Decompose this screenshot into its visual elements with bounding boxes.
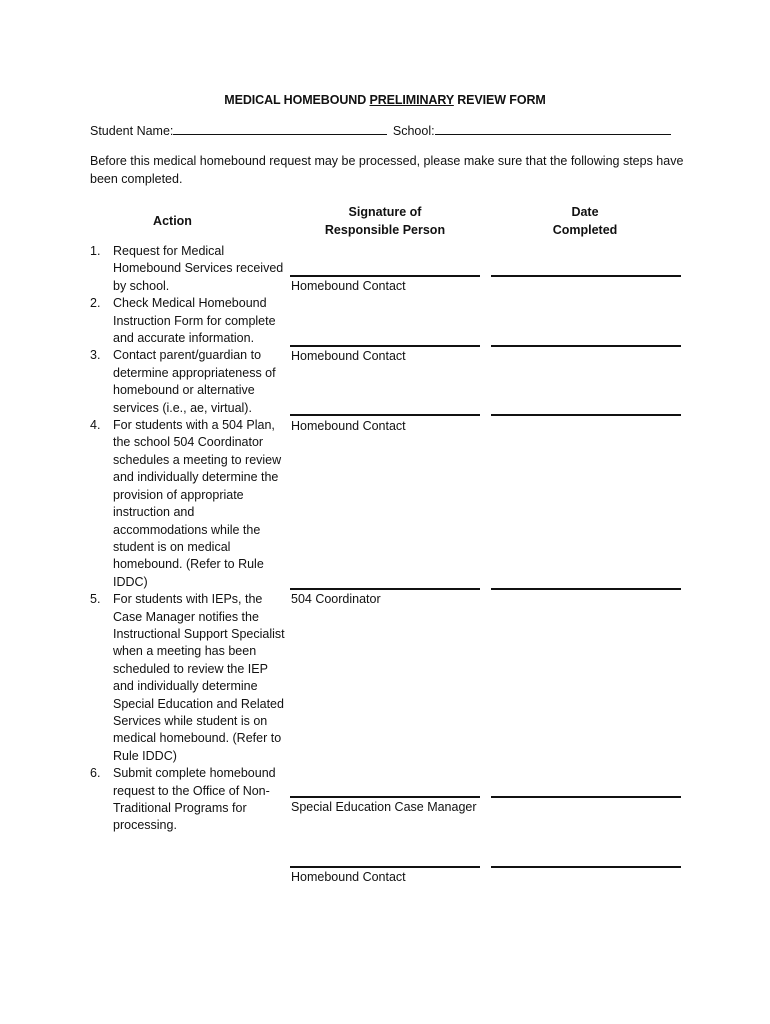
steps-list — [90, 243, 290, 835]
step-item — [90, 417, 290, 591]
step-text: Contact parent/guardian to determine appropriateness of homebound or alternative services (i.e., ae, virtual). — [113, 348, 276, 415]
signature-line-step-1[interactable] — [290, 275, 480, 277]
signature-header — [305, 203, 465, 239]
signature-header-line2: Responsible Person — [324, 223, 446, 237]
step-text: Check Medical Homebound Instruction Form for complete and accurate information. — [113, 296, 276, 346]
signer-label-step-5: Special Education Case Manager — [291, 800, 477, 814]
signature-line-step-4[interactable] — [290, 588, 480, 590]
signer-label-step-2: Homebound Contact — [291, 349, 406, 363]
step-item — [90, 347, 290, 417]
date-line-step-4[interactable] — [491, 588, 681, 590]
step-text: Request for Medical Homebound Services received by school. — [113, 244, 284, 293]
signature-line-step-3[interactable] — [290, 414, 480, 416]
date-header — [520, 203, 650, 239]
step-number: 6. — [90, 766, 101, 781]
title-suffix: REVIEW FORM — [453, 93, 546, 107]
step-item — [90, 295, 290, 347]
signer-label-step-3: Homebound Contact — [291, 419, 406, 433]
school-field[interactable] — [435, 122, 671, 135]
date-header-line2: Completed — [552, 223, 618, 237]
form-title — [0, 93, 770, 107]
student-name-field[interactable] — [173, 122, 387, 135]
step-text: For students with a 504 Plan, the school 504 Coordinator schedules a meeting to review and individually determine the provision of appropriate instruction and accommodations while the student is on medical homebound. (Refer to Rule IDDC) — [113, 418, 282, 589]
signer-label-step-4: 504 Coordinator — [291, 592, 381, 606]
date-line-step-6[interactable] — [491, 866, 681, 868]
date-line-step-3[interactable] — [491, 414, 681, 416]
signature-line-step-5[interactable] — [290, 796, 480, 798]
date-line-step-5[interactable] — [491, 796, 681, 798]
step-number: 5. — [90, 592, 101, 607]
step-item — [90, 591, 290, 765]
step-text: For students with IEPs, the Case Manager notifies the Instructional Support Specialist when a meeting has been scheduled to review the IEP and individually determine Special Education and Related Services while student is on medical homebound. (Refer to Rule IDDC) — [113, 592, 285, 763]
step-item — [90, 243, 290, 295]
student-name-label: Student Name: — [90, 124, 174, 138]
school-label: School: — [392, 124, 435, 138]
step-number: 1. — [90, 244, 101, 258]
signer-label-step-1: Homebound Contact — [291, 279, 406, 293]
action-header: Action — [153, 214, 192, 228]
date-header-line1: Date — [571, 205, 599, 219]
signature-line-step-2[interactable] — [290, 345, 480, 347]
step-number: 3. — [90, 348, 101, 363]
signature-header-line1: Signature of — [348, 205, 422, 219]
step-item — [90, 765, 290, 835]
step-number: 4. — [90, 418, 101, 433]
student-info-fields — [90, 122, 671, 138]
signature-line-step-6[interactable] — [290, 866, 480, 868]
step-text: Submit complete homebound request to the Office of Non-Traditional Programs for processing. — [113, 766, 276, 833]
date-line-step-1[interactable] — [491, 275, 681, 277]
signer-label-step-6: Homebound Contact — [291, 870, 406, 884]
date-line-step-2[interactable] — [491, 345, 681, 347]
intro-text: Before this medical homebound request may be processed, please make sure that the following steps have been completed. — [90, 154, 684, 186]
title-underlined-word: PRELIMINARY — [369, 93, 454, 107]
title-prefix: MEDICAL HOMEBOUND — [224, 93, 370, 107]
step-number: 2. — [90, 296, 101, 311]
